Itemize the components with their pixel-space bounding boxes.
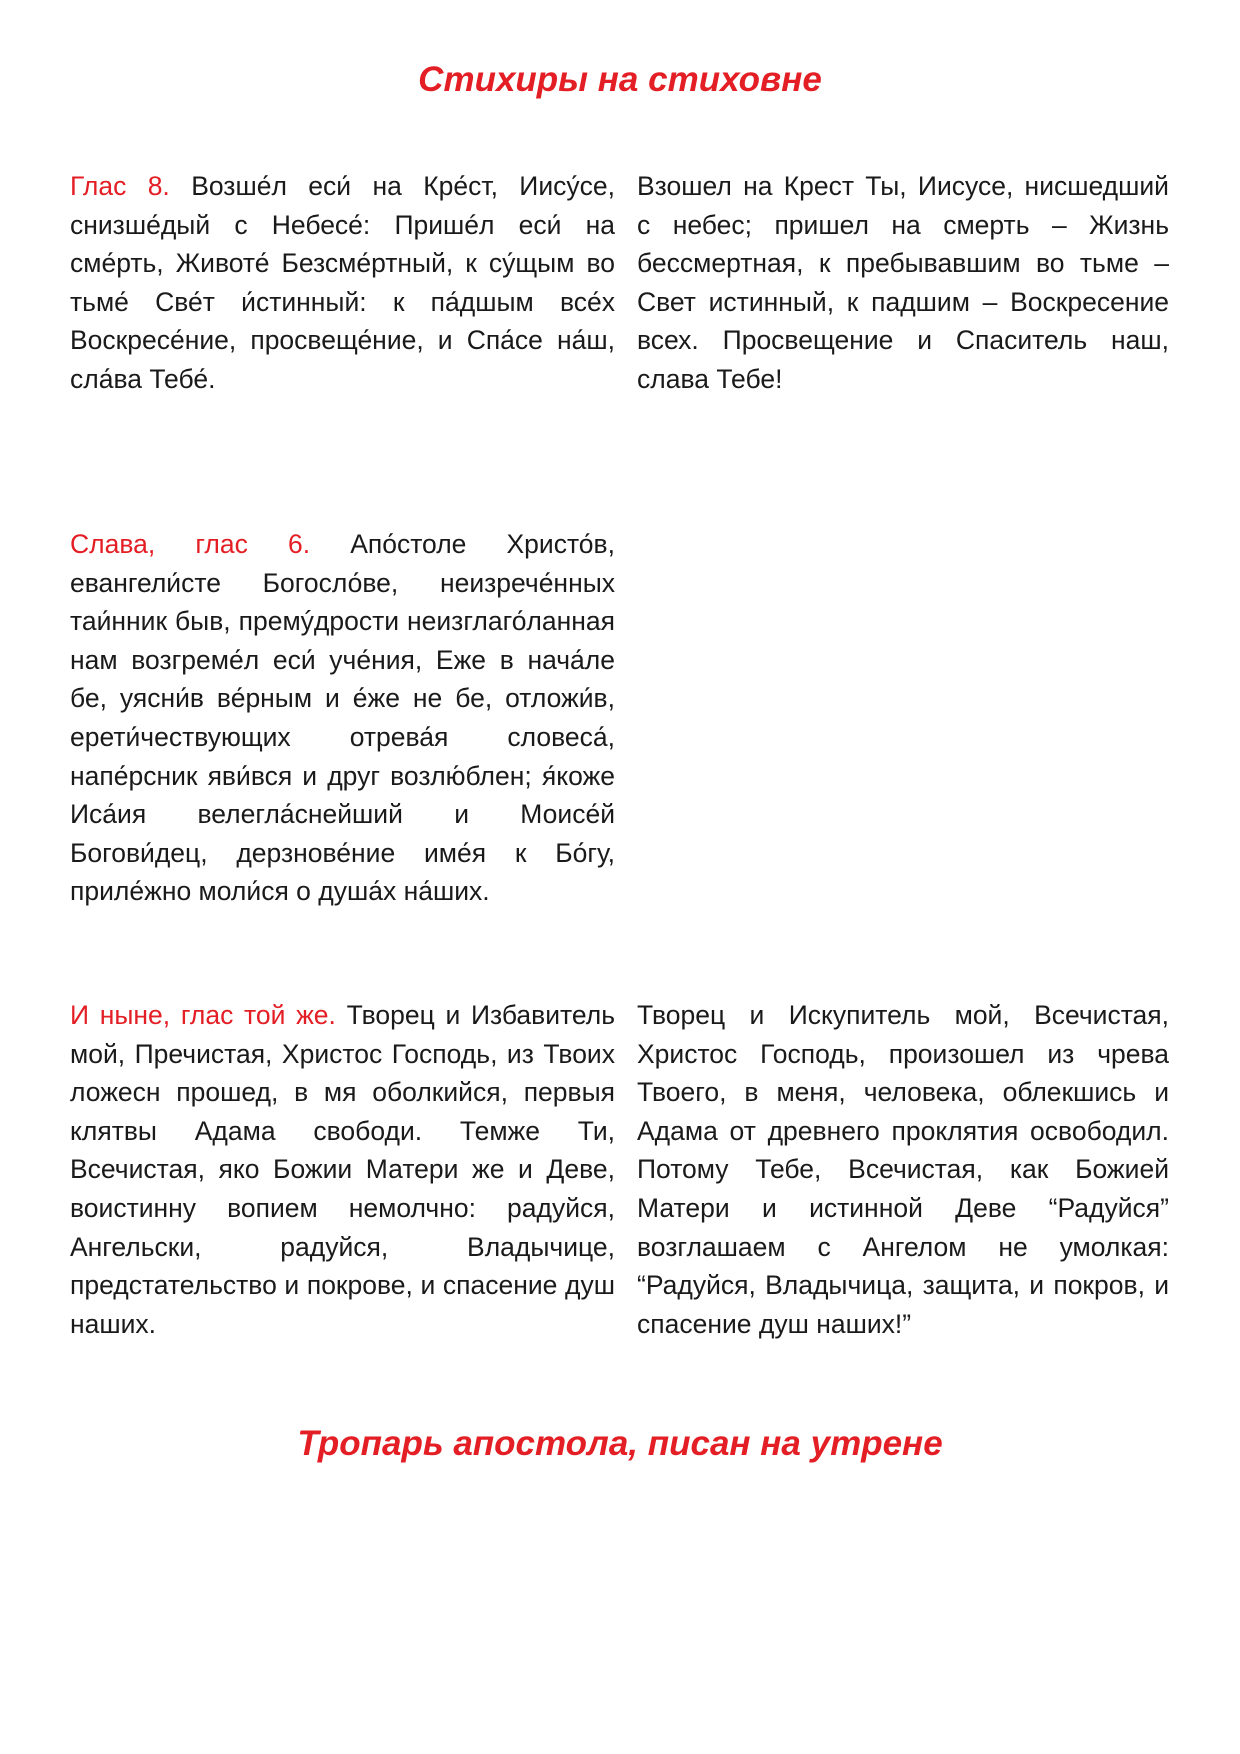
stichera-body-3: Творец и Избавитель мой, Пречистая, Христос Господь, из Твоих ложесн прошед, в мя оболкийся, первыя клятвы Адама свободи. Темже Ти, Всечистая, яко Божии Матери же и Деве, воистинну вопием немолчно: радуйся, Ангельски, радуйся, Владычице, предстательство и покрове, и спасение душ наших. xyxy=(70,1000,615,1339)
stichera-text-3 xyxy=(70,996,615,1343)
stichera-text-1 xyxy=(70,167,615,399)
stichera-heading-2: Слава, глас 6. xyxy=(70,529,311,559)
stichera-body-2: Апо́столе Христо́в, евангели́сте Богосло́ве, неизрече́нных таи́нник быв, премýдрости неизглаго́ланная нам возгреме́л еси́ уче́ния, Еже в нача́ле бе, уясни́в ве́рным и е́же не бе, отложи́в, ерети́чествующих отрева́я словеса́, напе́рсник яви́вся и друг возлю́блен; я́коже Иса́ия велегла́снейший и Моисе́й Богови́дец, дерзнове́ние име́я к Бо́гу, приле́жно моли́ся о душа́х на́ших. xyxy=(70,529,615,907)
stichera-text-2 xyxy=(70,525,615,911)
stichera-body-1: Возше́л еси́ на Кре́ст, Иису́се, снизше́дый с Небесе́: Пришéл еси́ на сме́рть, Животе́ Безсме́ртный, к су́щым во тьме́ Све́т и́стинный: к па́дшым все́х Воскресе́ние, просвеще́ние, и Спа́се на́ш, сла́ва Тебе́. xyxy=(70,171,616,394)
stichera-translation-3: Творец и Искупитель мой, Всечистая, Христос Господь, произошел из чрева Твоего, в меня, человека, облекшись и Адама от древнего проклятия освободил. Потому Тебе, Всечистая, как Божией Матери и истинной Деве “Радуйся” возглашаем с Ангелом не умолкая: “Радуйся, Владычица, защита, и покров, и спасение душ наших!” xyxy=(637,1000,1169,1339)
stichera-heading-1: Глас 8. xyxy=(70,171,170,201)
section-title-stichera: Стихиры на стиховне xyxy=(418,60,822,99)
section-title-troparion: Тропарь апостола, писан на утрене xyxy=(297,1424,943,1463)
stichera-heading-3: И ныне, глас той же. xyxy=(70,1000,336,1030)
stichera-translation-1: Взошел на Крест Ты, Иисусе, нисшедший с небес; пришел на смерть – Жизнь бессмертная, к пребывавшим во тьме – Свет истинный, к падшим – Воскресение всех. Просвещение и Спаситель наш, слава Тебе! xyxy=(637,171,1169,394)
